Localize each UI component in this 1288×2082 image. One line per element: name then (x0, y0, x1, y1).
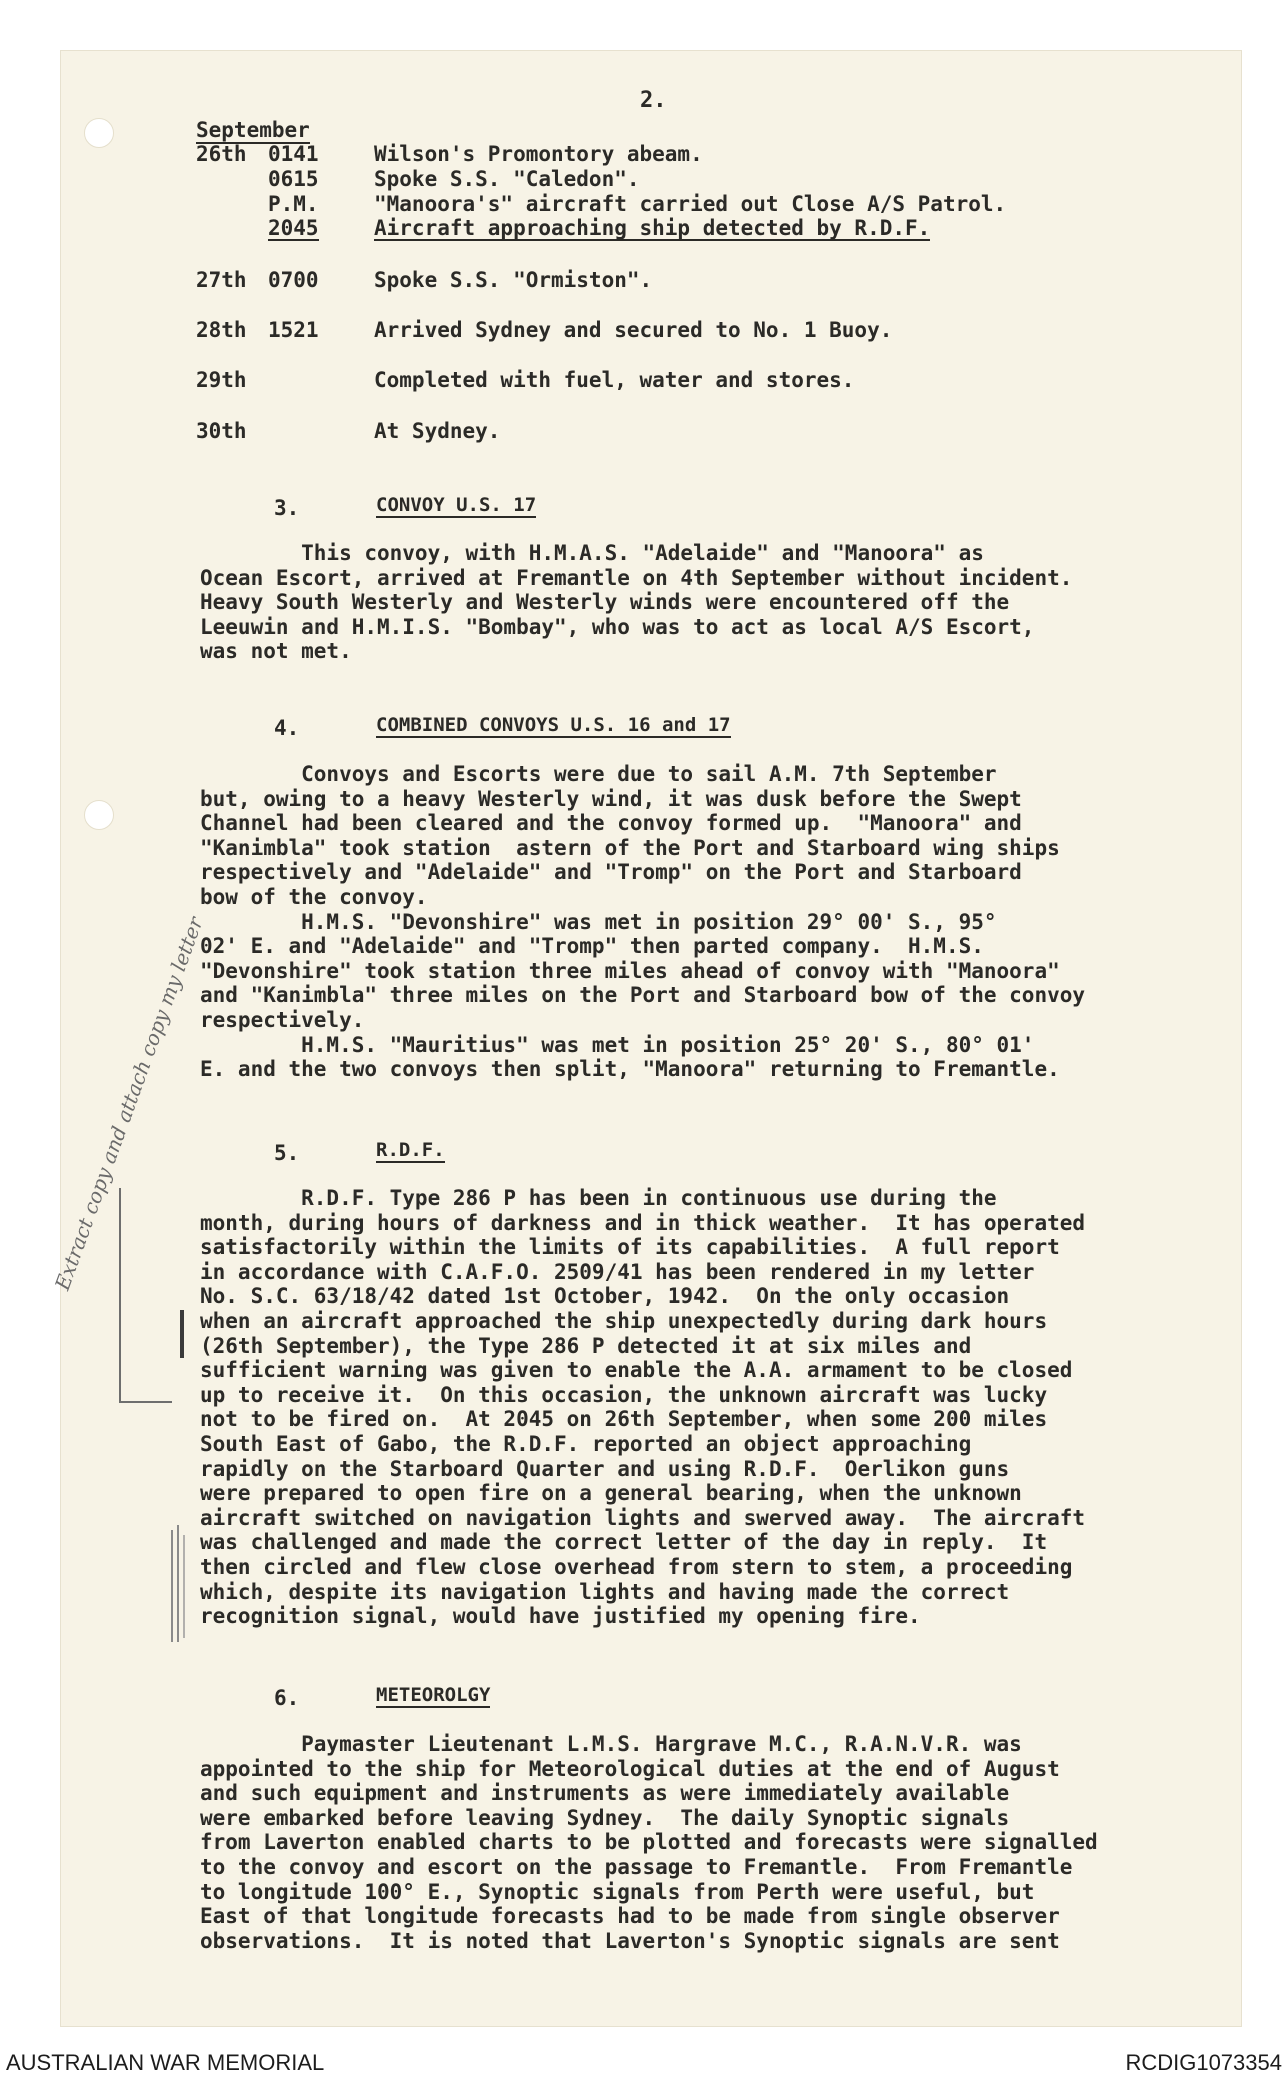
section-body: R.D.F. Type 286 P has been in continuous use during the month, during hours of darkness and in thick weather. It has operated satisfactorily within the limits of its capabilities. A full report in accordance with C.A.F.O. 2509/41 has been rendered in my letter No. S.C. 63/18/42 dated 1st October, 1942. On the only occasion when an aircraft approached the ship unexpectedly during dark hours (26th September), the Type 286 P detected it at six miles and sufficient warning was given to enable the A.A. armament to be closed up to receive it. On this occasion, the unknown aircraft was lucky not to be fired on. At 2045 on 26th September, when some 200 miles South East of Gabo, the R.D.F. reported an object approaching rapidly on the Starboard Quarter and using R.D.F. Oerlikon guns were prepared to open fire on a general bearing, when the unknown aircraft switched on navigation lights and swerved away. The aircraft was challenged and made the correct letter of the day in reply. It then circled and flew close overhead from stern to stem, a proceeding which, despite its navigation lights and having made the correct recognition signal, would have justified my opening fire. (200, 1186, 1086, 1629)
section-number: 3. (274, 496, 300, 520)
section-body: Paymaster Lieutenant L.M.S. Hargrave M.C., R.A.N.V.R. was appointed to the ship for Meteorological duties at the end of August and such equipment and instruments as were immediately available were embarked before leaving Sydney. The daily Synoptic signals from Laverton enabled charts to be plotted and forecasts were signalled to the convoy and escort on the passage to Fremantle. From Fremantle to longitude 100° E., Synoptic signals from Perth were useful, but East of that longitude forecasts had to be made from single observer observations. It is noted that Laverton's Synoptic signals are sent (200, 1732, 1098, 1953)
log-date: 27th (196, 268, 247, 292)
section-body: Convoys and Escorts were due to sail A.M. 7th September but, owing to a heavy Westerly wind, it was dusk before the Swept Channel had been cleared and the convoy formed up. "Manoora" and "Kanimbla" took station astern of the Port and Starboard wing ships respectively and "Adelaide" and "Tromp" on the Port and Starboard bow of the convoy. H.M.S. "Devonshire" was met in position 29° 00' S., 95° 02' E. and "Adelaide" and "Tromp" then parted company. H.M.S. "Devonshire" took station three miles ahead of convoy with "Manoora" and "Kanimbla" three miles on the Port and Starboard bow of the convoy respectively. H.M.S. "Mauritius" was met in position 25° 20' S., 80° 01' E. and the two convoys then split, "Manoora" returning to Fremantle. (200, 762, 1086, 1082)
log-event: Completed with fuel, water and stores. (374, 368, 855, 392)
page-number: 2. (640, 88, 667, 113)
log-time: 2045 (268, 216, 319, 240)
log-event: Wilson's Promontory abeam. (374, 142, 703, 166)
log-time: 0615 (268, 167, 319, 191)
margin-bracket-marks (100, 1180, 230, 1650)
log-time: P.M. (268, 192, 319, 216)
log-month: September (196, 118, 310, 142)
section-title: COMBINED CONVOYS U.S. 16 and 17 (376, 714, 731, 736)
log-event: Spoke S.S. "Caledon". (374, 167, 640, 191)
section-number: 6. (274, 1686, 300, 1710)
log-time: 0141 (268, 142, 319, 166)
log-event: Aircraft approaching ship detected by R.D.F. (374, 216, 931, 240)
log-event: At Sydney. (374, 419, 501, 443)
section-number: 5. (274, 1141, 300, 1165)
footer-identifier: RCDIG1073354 (1125, 2050, 1282, 2075)
punch-hole (84, 118, 114, 148)
log-date: 30th (196, 419, 247, 443)
log-time: 0700 (268, 268, 319, 292)
section-title: CONVOY U.S. 17 (376, 494, 537, 516)
section-title: METEOROLGY (376, 1684, 491, 1706)
log-date: 28th (196, 318, 247, 342)
log-time: 1521 (268, 318, 319, 342)
section-number: 4. (274, 716, 300, 740)
handwritten-margin-note: Extract copy and attach copy my letter (50, 913, 208, 1294)
log-event: Spoke S.S. "Ormiston". (374, 268, 653, 292)
section-title: R.D.F. (376, 1139, 445, 1161)
section-body: This convoy, with H.M.A.S. "Adelaide" and "Manoora" as Ocean Escort, arrived at Fremantle on 4th September without incident. Heavy South Westerly and Westerly winds were encountered off the Leeuwin and H.M.I.S. "Bombay", who was to act as local A/S Escort, was not met. (200, 541, 1073, 664)
log-date: 29th (196, 368, 247, 392)
log-event: "Manoora's" aircraft carried out Close A/S Patrol. (374, 192, 1007, 216)
footer-source: AUSTRALIAN WAR MEMORIAL (6, 2050, 325, 2075)
log-date: 26th (196, 142, 247, 166)
punch-hole (84, 800, 114, 830)
log-event: Arrived Sydney and secured to No. 1 Buoy. (374, 318, 893, 342)
